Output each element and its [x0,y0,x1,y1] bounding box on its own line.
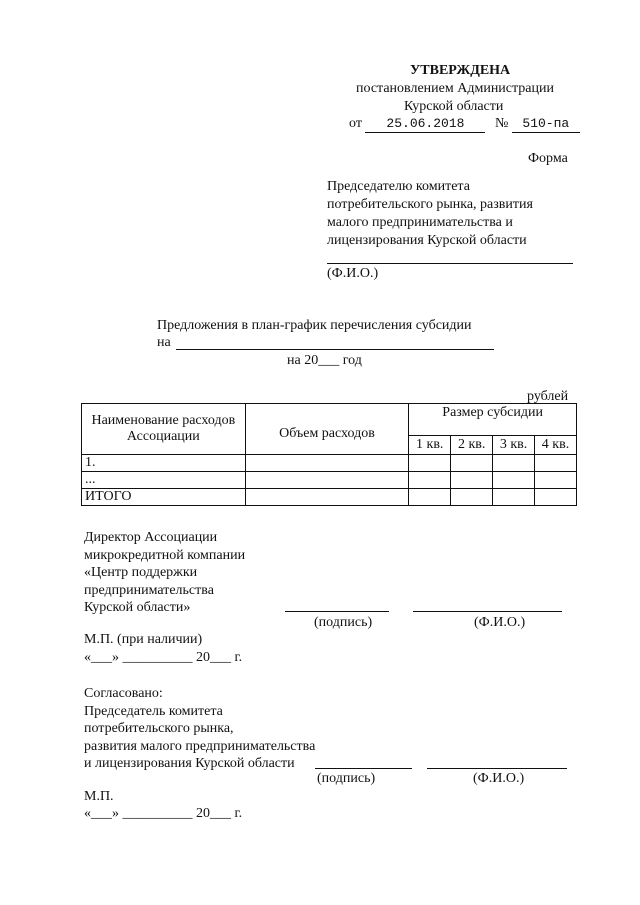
cell [451,472,493,489]
addressee-fio-label: (Ф.И.О.) [327,266,379,281]
addressee-fio-line [327,263,573,264]
approval-number-label: № [494,116,509,131]
director-fio-line [413,611,562,612]
director-stamp: М.П. (при наличии) [84,632,203,647]
addressee-block [327,178,533,250]
director-signature-label: (подпись) [314,615,373,630]
approval-line-1: постановлением Администрации [356,81,554,96]
cell [245,455,409,472]
cell [409,472,451,489]
agreed-date: «___» __________ 20___ г. [84,806,243,821]
cell [409,489,451,506]
director-line: Директор Ассоциации [84,530,218,545]
director-block [84,529,245,617]
table-row [82,455,577,472]
currency-unit: рублей [527,389,569,404]
director-line: «Центр поддержки [84,565,198,580]
cell [493,455,535,472]
agreed-signature-label: (подпись) [317,771,376,786]
director-date: «___» __________ 20___ г. [84,650,243,665]
header-quarter-1: 1 кв. [409,436,451,455]
row-label-total: ИТОГО [82,489,246,506]
director-line: Курской области» [84,600,191,615]
table-row [82,472,577,489]
agreed-line: потребительского рынка, [84,721,234,736]
row-label: 1. [82,455,246,472]
table-row [82,489,577,506]
agreed-line: развития малого предпринимательства [84,738,316,754]
cell [535,489,577,506]
agreed-fio-line [427,768,567,769]
header-name: Наименование расходов Ассоциации [82,404,246,455]
cell [409,455,451,472]
agreed-line: Председатель комитета [84,703,223,719]
agreed-line: и лицензирования Курской области [84,756,295,771]
approval-from-label: от [349,116,362,131]
approval-date: 25.06.2018 [365,116,485,133]
addressee-line: лицензирования Курской области [327,233,527,248]
director-signature-line [285,611,389,612]
agreed-stamp: М.П. [84,789,114,804]
header-quarter-2: 2 кв. [451,436,493,455]
cell [535,472,577,489]
cell [493,489,535,506]
approval-number: 510-па [512,116,580,133]
agreed-fio-label: (Ф.И.О.) [473,771,525,786]
approval-date-line [349,115,580,133]
on-line [176,349,494,350]
cell [451,489,493,506]
director-line: предпринимательства [84,582,214,598]
cell [245,472,409,489]
year-label: на 20___ год [287,353,362,368]
cell [493,472,535,489]
approval-line-2: Курской области [404,99,504,114]
agreed-title: Согласовано: [84,686,163,701]
cell [451,455,493,472]
cell [245,489,409,506]
addressee-line: Председателю комитета [327,179,470,194]
cell [535,455,577,472]
addressee-line: малого предпринимательства и [327,215,513,230]
document-title: Предложения в план-график перечисления субсидии [157,318,472,333]
header-volume: Объем расходов [245,404,409,455]
header-subsidy: Размер субсидии [409,404,577,436]
header-quarter-3: 3 кв. [493,436,535,455]
director-line: микрокредитной компании [84,547,246,563]
director-fio-label: (Ф.И.О.) [474,615,526,630]
agreed-block [84,685,315,773]
on-label: на [157,335,171,350]
header-quarter-4: 4 кв. [535,436,577,455]
subsidy-table [81,403,577,506]
row-label: ... [82,472,246,489]
agreed-signature-line [315,768,412,769]
form-label: Форма [528,151,568,166]
approval-title: УТВЕРЖДЕНА [410,63,511,78]
addressee-line: потребительского рынка, развития [327,197,533,212]
